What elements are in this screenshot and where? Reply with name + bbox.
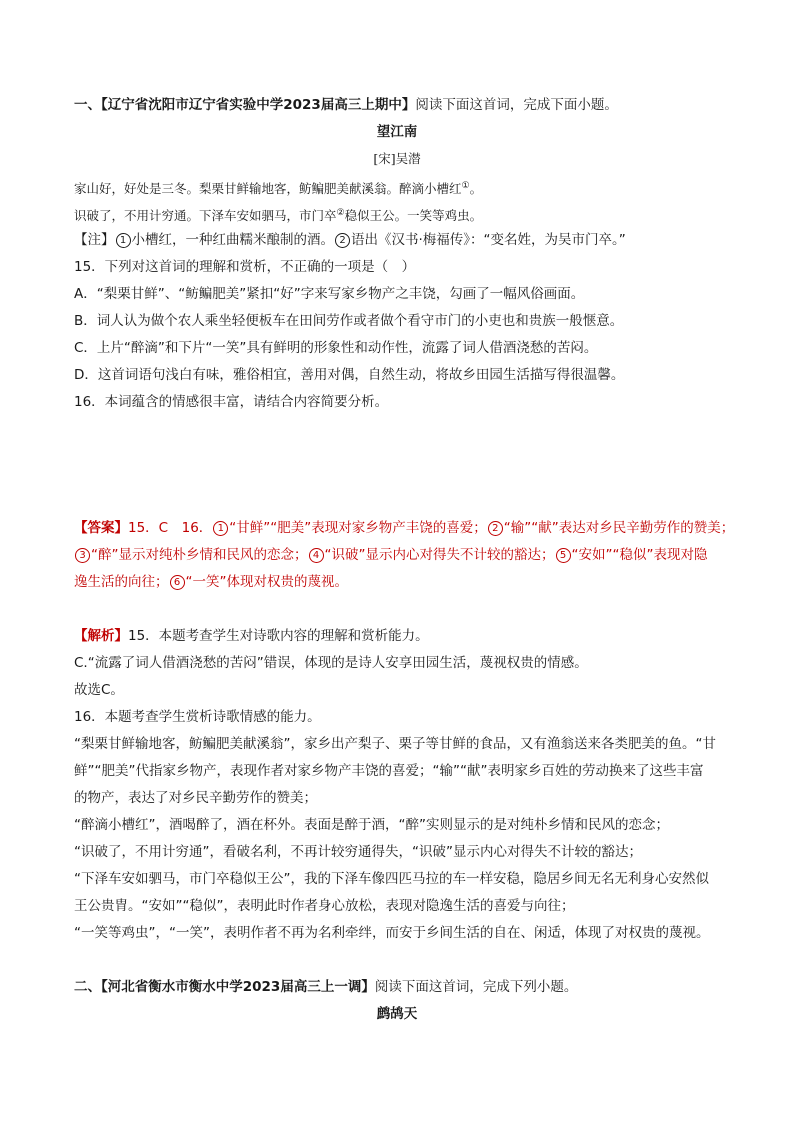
answer-intro: 15．C 16． [128,520,213,536]
answer-point-1: “甘鲜”“肥美”表现对家乡物产丰饶的喜爱； [229,520,487,536]
poem1-line1 [74,177,734,198]
poem1-line2-text-b: 稳似王公。一笑等鸡虫。 [344,208,483,224]
analysis-line1 [74,627,734,645]
option-a: A．“梨栗甘鲜”、“鲂鳊肥美”紧扣“好”字来写家乡物产之丰饶，勾画了一幅风俗画面。 [74,286,585,302]
note-number-2: 2 [335,233,350,248]
question-16: 16．本词蕴含的情感很丰富，请结合内容简要分析。 [74,394,389,410]
footnote-mark-2: ② [336,208,345,218]
poem1-line1-end: 。 [469,181,483,197]
answer-point-3: “醉”显示对纯朴乡情和民风的恋念； [91,547,308,563]
analysis-line3: 故选C。 [74,682,124,698]
poem1-line1-text: 家山好，好处是三冬。梨栗甘鲜输地客，鲂鳊肥美献溪翁。醉滴小槽红 [74,181,462,197]
answer-num-6: 6 [170,575,185,590]
answer-point-5b: 逸生活的向往； [74,574,169,590]
answer-point-2: “输”“献”表达对乡民辛勤劳作的赞美； [503,520,735,536]
analysis-line10: “下泽车安如驷马，市门卒稳似王公”，我的下泽车像四匹马拉的车一样安稳，隐居乡间无名无利身心安然似 [74,871,709,887]
note-text-1: 小槽红，一种红曲糯米酿制的酒。 [131,232,334,248]
option-c: C．上片“醉滴”和下片“一笑”具有鲜明的形象性和动作性，流露了词人借酒浇愁的苦闷。 [74,340,598,356]
analysis-text-1: 15．本题考查学生对诗歌内容的理解和赏析能力。 [128,628,429,644]
answer-line3 [74,573,734,591]
answer-point-5a: “安如”“稳似”表现对隐 [571,547,708,563]
poem2-title: 鹧鸪天 [376,1006,418,1022]
answer-num-2: 2 [488,521,503,536]
section1-header [74,96,734,114]
option-b: B．词人认为做个农人乘坐轻便板车在田间劳作或者做个看守市门的小吏也和贵族一般惬意。 [74,313,624,329]
section2-prefix: 二、 [74,979,101,995]
analysis-line11: 王公贵胄。“安如”“稳似”，表明此时作者身心放松，表现对隐逸生活的喜爱与向往； [74,898,575,914]
answer-line1 [74,519,734,537]
section1-source: 【辽宁省沈阳市辽宁省实验中学2023届高三上期中】 [101,97,416,113]
poem1-line2-text-a: 识破了，不用计穷通。下泽车安如驷马，市门卒 [74,208,337,224]
analysis-line5: “梨栗甘鲜输地客，鲂鳊肥美献溪翁”，家乡出产梨子、栗子等甘鲜的食品，又有渔翁送来各类肥美的鱼。“甘 [74,736,716,752]
answer-label: 【答案】 [74,520,128,536]
answer-point-4: “识破”显示内心对得失不计较的豁达； [324,547,555,563]
analysis-line2: C.“流露了词人借酒浇愁的苦闷”错误，体现的是诗人安享田园生活，蔑视权贵的情感。 [74,655,588,671]
answer-num-1: 1 [213,521,228,536]
analysis-line7: 的物产，表达了对乡民辛勤劳作的赞美； [74,790,317,806]
poem1-line2 [74,204,734,225]
answer-num-5: 5 [556,548,571,563]
footnote-mark-1: ① [461,181,470,191]
option-d: D．这首词语句浅白有味，雅俗相宜，善用对偶，自然生动，将故乡田园生活描写得很温馨。 [74,367,625,383]
section1-instruction: 阅读下面这首词，完成下面小题。 [415,97,618,113]
section2-instruction: 阅读下面这首词，完成下列小题。 [374,979,578,995]
poem1-title: 望江南 [376,124,418,140]
analysis-line4: 16．本题考查学生赏析诗歌情感的能力。 [74,709,321,725]
analysis-line8: “醉滴小槽红”，酒喝醉了，酒在杯外。表面是醉于酒，“醉”实则显示的是对纯朴乡情和民风的恋念； [74,817,669,833]
section2-source: 【河北省衡水市衡水中学2023届高三上一调】 [101,979,375,995]
analysis-line12: “一笑等鸡虫”，“一笑”，表明作者不再为名利牵绊，而安于乡间生活的自在、闲适，体现了对权贵的蔑视。 [74,925,710,941]
poem1-author: [宋]吴潜 [373,151,421,166]
section2-header [74,978,734,996]
answer-num-4: 4 [309,548,324,563]
poem1-note [74,231,734,249]
analysis-label: 【解析】 [74,628,128,644]
answer-num-3: 3 [75,548,90,563]
answer-line2 [74,546,734,564]
section1-prefix: 一、 [74,97,101,113]
answer-point-6: “一笑”体现对权贵的蔑视。 [185,574,348,590]
analysis-line9: “识破了，不用计穷通”，看破名利，不再计较穷通得失，“识破”显示内心对得失不计较的豁达； [74,844,642,860]
note-prefix: 【注】 [74,232,115,248]
note-number-1: 1 [116,233,131,248]
question-15: 15．下列对这首词的理解和赏析，不正确的一项是（ ） [74,259,416,275]
analysis-line6: 鲜”“肥美”代指家乡物产，表现作者对家乡物产丰饶的喜爱；“输”“献”表明家乡百姓的劳动换来了这些丰富 [74,763,704,779]
note-text-2: 语出《汉书·梅福传》：“变名姓，为吴市门卒。” [351,232,626,248]
